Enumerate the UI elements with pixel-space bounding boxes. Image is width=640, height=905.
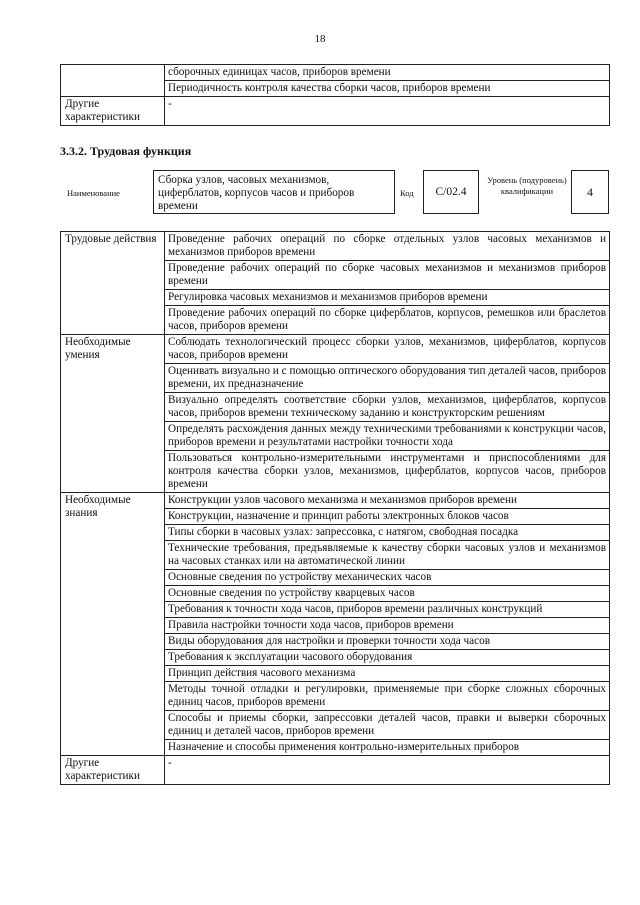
row-category-label: Необходимые знания bbox=[61, 493, 165, 756]
continued-knowledge-table bbox=[60, 64, 610, 126]
row-category-label bbox=[61, 65, 165, 97]
function-code: C/02.4 bbox=[423, 170, 479, 214]
row-item-text: Определять расхождения данных между техническими требованиями к конструкции часов, приборов времени и результатами настройки точности хода bbox=[165, 422, 610, 451]
row-item-text: Типы сборки в часовых узлах: запрессовка, с натягом, свободная посадка bbox=[165, 525, 610, 541]
row-item-text: - bbox=[165, 97, 610, 126]
labor-function-header bbox=[60, 170, 610, 216]
row-item-text: Визуально определять соответствие сборки узлов, механизмов, циферблатов, корпусов часов, приборов времени техническому заданию и конструкторским решениям bbox=[165, 393, 610, 422]
row-item-text: Соблюдать технологический процесс сборки узлов, механизмов, циферблатов, корпусов часов, приборов времени bbox=[165, 335, 610, 364]
page-number: 18 bbox=[314, 33, 326, 45]
row-item-text: Виды оборудования для настройки и проверки точности хода часов bbox=[165, 634, 610, 650]
row-item-text: - bbox=[165, 756, 610, 785]
row-category-label: Трудовые действия bbox=[61, 232, 165, 335]
row-item-text: Правила настройки точности хода часов, приборов времени bbox=[165, 618, 610, 634]
section-heading: 3.3.2. Трудовая функция bbox=[60, 144, 192, 158]
row-item-text: Периодичность контроля качества сборки часов, приборов времени bbox=[165, 81, 610, 97]
row-item-text: Пользоваться контрольно-измерительными инструментами и приспособлениями для контроля качества сборки узлов, механизмов, циферблатов, корпусов часов, приборов времени bbox=[165, 451, 610, 493]
row-item-text: Требования к эксплуатации часового оборудования bbox=[165, 650, 610, 666]
table-row bbox=[61, 65, 610, 81]
row-category-label: Необходимые умения bbox=[61, 335, 165, 493]
table-row bbox=[61, 493, 610, 509]
row-item-text: Конструкции, назначение и принцип работы электронных блоков часов bbox=[165, 509, 610, 525]
labor-function-table bbox=[60, 231, 610, 785]
row-item-text: Назначение и способы применения контрольно-измерительных приборов bbox=[165, 740, 610, 756]
table-row bbox=[61, 97, 610, 126]
row-item-text: Проведение рабочих операций по сборке отдельных узлов часовых механизмов и механизмов приборов времени bbox=[165, 232, 610, 261]
row-item-text: Основные сведения по устройству кварцевых часов bbox=[165, 586, 610, 602]
row-category-label: Другие характеристики bbox=[61, 97, 165, 126]
row-item-text: Технические требования, предъявляемые к качеству сборки часовых узлов и механизмов на часовых станках или на автоматической линии bbox=[165, 541, 610, 570]
row-item-text: Способы и приемы сборки, запрессовки деталей часов, правки и выверки сборочных единиц и деталей часов, приборов времени bbox=[165, 711, 610, 740]
row-item-text: Оценивать визуально и с помощью оптического оборудования тип деталей часов, приборов времени, их предназначение bbox=[165, 364, 610, 393]
level-label: Уровень (подуровень) квалификации bbox=[487, 175, 567, 196]
table-row bbox=[61, 335, 610, 364]
code-label: Код bbox=[400, 188, 414, 198]
row-item-text: Конструкции узлов часового механизма и механизмов приборов времени bbox=[165, 493, 610, 509]
row-item-text: Проведение рабочих операций по сборке часовых механизмов и механизмов приборов времени bbox=[165, 261, 610, 290]
function-level: 4 bbox=[571, 170, 609, 214]
row-item-text: Основные сведения по устройству механических часов bbox=[165, 570, 610, 586]
table-row bbox=[61, 232, 610, 261]
row-item-text: Требования к точности хода часов, приборов времени различных конструкций bbox=[165, 602, 610, 618]
row-item-text: Принцип действия часового механизма bbox=[165, 666, 610, 682]
function-name: Сборка узлов, часовых механизмов, циферблатов, корпусов часов и приборов времени bbox=[153, 170, 395, 214]
table-row bbox=[61, 756, 610, 785]
row-item-text: сборочных единицах часов, приборов времени bbox=[165, 65, 610, 81]
row-item-text: Регулировка часовых механизмов и механизмов приборов времени bbox=[165, 290, 610, 306]
row-item-text: Проведение рабочих операций по сборке циферблатов, корпусов, ремешков или браслетов часов, приборов времени bbox=[165, 306, 610, 335]
row-item-text: Методы точной отладки и регулировки, применяемые при сборке сложных сборочных единиц часов, приборов времени bbox=[165, 682, 610, 711]
name-label: Наименование bbox=[67, 188, 120, 198]
row-category-label: Другие характеристики bbox=[61, 756, 165, 785]
